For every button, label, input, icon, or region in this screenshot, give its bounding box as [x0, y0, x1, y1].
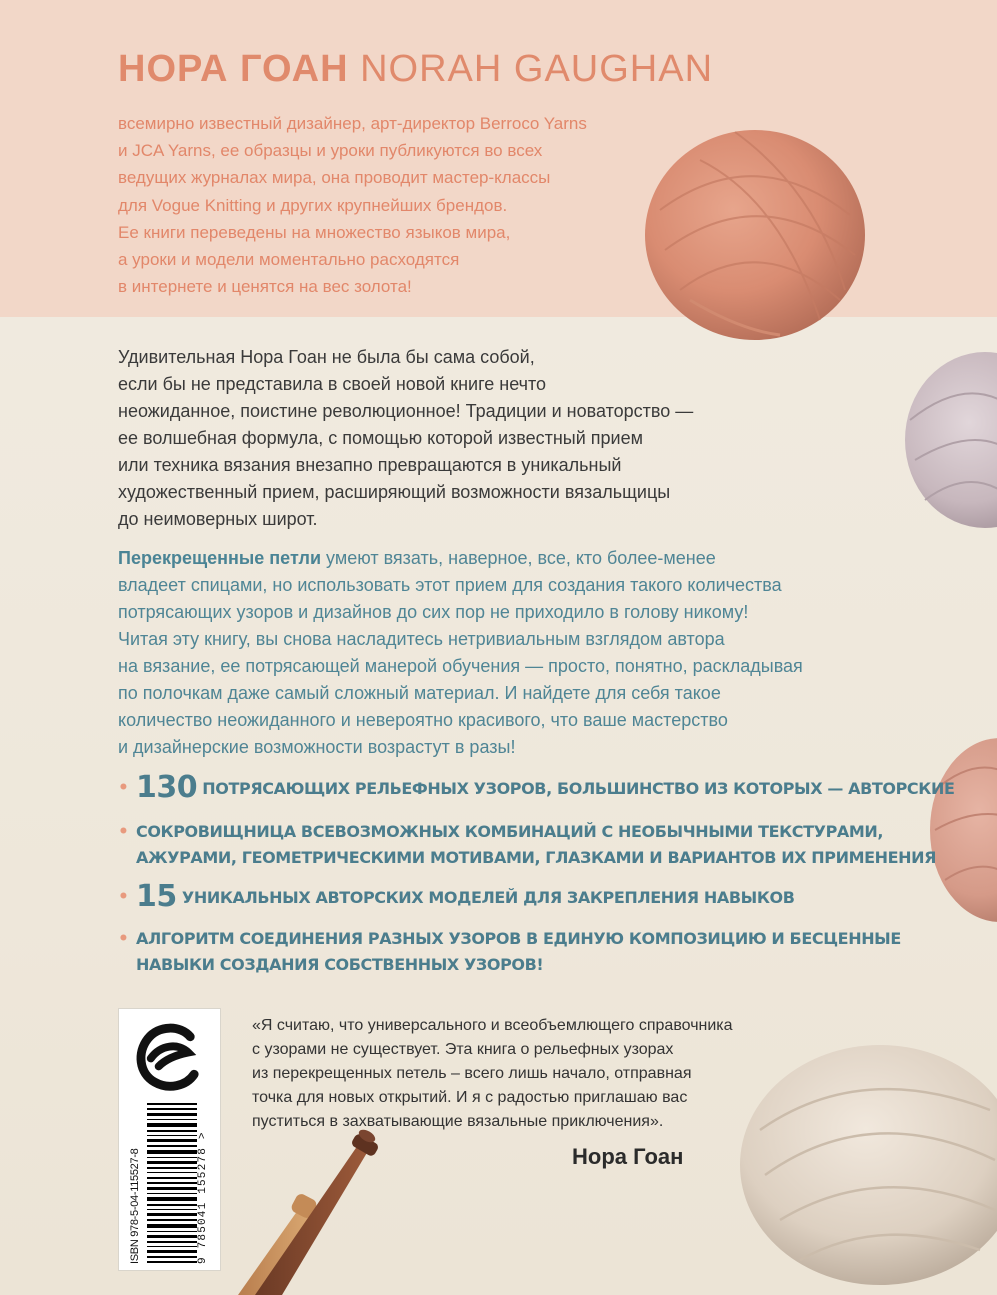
highlight-first-rest: умеют вязать, наверное, все, кто более-менее — [321, 548, 716, 568]
highlight-line: владеет спицами, но использовать этот прием для создания такого количества — [118, 575, 782, 595]
author-bio — [118, 110, 648, 300]
author-name-en: NORAH GAUGHAN — [360, 48, 714, 90]
feature-item — [118, 926, 978, 978]
feature-bullet: • — [118, 887, 129, 907]
quote-signature: Нора Гоан — [572, 1144, 684, 1169]
feature-item — [118, 770, 978, 805]
barcode-icon — [147, 1099, 197, 1269]
author-name-ru: НОРА ГОАН — [118, 48, 349, 90]
bio-line: для Vogue Knitting и других крупнейших брендов. — [118, 195, 508, 215]
feature-bullet: • — [118, 822, 129, 842]
knitting-needle-icon — [238, 1127, 380, 1295]
quote-line: пуститься в захватывающие вязальные приключения». — [252, 1113, 664, 1130]
feature-text: СОКРОВИЩНИЦА ВСЕВОЗМОЖНЫХ КОМБИНАЦИЙ С НЕОБЫЧНЫМИ ТЕКСТУРАМИ, — [136, 822, 884, 841]
feature-text: УНИКАЛЬНЫХ АВТОРСКИХ МОДЕЛЕЙ ДЛЯ ЗАКРЕПЛЕНИЯ НАВЫКОВ — [176, 888, 795, 907]
barcode-panel — [118, 1008, 221, 1271]
quote-line: «Я считаю, что универсального и всеобъемлющего справочника — [252, 1017, 733, 1034]
feature-text-line2: АЖУРАМИ, ГЕОМЕТРИЧЕСКИМИ МОТИВАМИ, ГЛАЗКАМИ И ВАРИАНТОВ ИХ ПРИМЕНЕНИЯ — [136, 848, 937, 867]
highlight-paragraph — [118, 545, 938, 761]
intro-line: неожиданное, поистине революционное! Традиции и новаторство — — [118, 401, 694, 421]
feature-text: АЛГОРИТМ СОЕДИНЕНИЯ РАЗНЫХ УЗОРОВ В ЕДИНУЮ КОМПОЗИЦИЮ И БЕСЦЕННЫЕ — [136, 929, 901, 948]
author-quote — [252, 1014, 832, 1134]
bio-line: Ее книги переведены на множество языков мира, — [118, 222, 511, 242]
bio-line: всемирно известный дизайнер, арт-директор Berroco Yarns — [118, 114, 587, 133]
highlight-line: на вязание, ее потрясающей манерой обучения — просто, понятно, раскладывая — [118, 656, 803, 676]
isbn-text: ISBN 978-5-04-115527-8 — [129, 1148, 141, 1264]
quote-line: точка для новых открытий. И я с радостью приглашаю вас — [252, 1089, 688, 1106]
features-list — [118, 770, 978, 978]
bio-line: и JCA Yarns, ее образцы и уроки публикуются во всех — [118, 141, 543, 161]
bio-line: ведущих журналах мира, она проводит мастер-классы — [118, 168, 551, 188]
bio-line: в интернете и ценятся на вес золота! — [118, 277, 412, 297]
intro-paragraph — [118, 344, 758, 533]
yarn-ball-icon — [645, 130, 865, 340]
feature-number: 15 — [136, 879, 177, 914]
intro-line: Удивительная Нора Гоан не была бы сама собой, — [118, 347, 535, 367]
quote-line: из перекрещенных петель – всего лишь начало, отправная — [252, 1065, 692, 1082]
highlight-lead: Перекрещенные петли — [118, 548, 322, 568]
feature-item — [118, 819, 978, 871]
quote-line: с узорами не существует. Эта книга о рельефных узорах — [252, 1041, 674, 1058]
highlight-line — [118, 545, 938, 572]
feature-text: ПОТРЯСАЮЩИХ РЕЛЬЕФНЫХ УЗОРОВ, БОЛЬШИНСТВО ИЗ КОТОРЫХ — АВТОРСКИЕ — [197, 779, 955, 798]
bio-line: а уроки и модели моментально расходятся — [118, 250, 460, 270]
feature-bullet: • — [118, 778, 129, 798]
highlight-line: по полочкам даже самый сложный материал. И найдете для себя такое — [118, 683, 721, 703]
yarn-ball-icon — [905, 352, 997, 528]
author-title — [118, 48, 713, 91]
intro-line: или техника вязания внезапно превращаются в уникальный — [118, 455, 622, 475]
feature-bullet: • — [118, 929, 129, 949]
feature-item — [118, 879, 978, 914]
feature-number: 130 — [136, 770, 198, 805]
intro-line: ее волшебная формула, с помощью которой известный прием — [118, 428, 643, 448]
ean-digits: 9 785041 155278 > — [197, 1131, 209, 1264]
intro-line: если бы не представила в своей новой книге нечто — [118, 374, 547, 394]
highlight-line: количество неожиданного и невероятно красивого, что ваше мастерство — [118, 710, 728, 730]
intro-line: до неимоверных широт. — [118, 509, 318, 529]
highlight-line: и дизайнерские возможности возрастут в разы! — [118, 737, 516, 757]
highlight-line: Читая эту книгу, вы снова насладитесь нетривиальным взглядом автора — [118, 629, 725, 649]
feature-text-line2: НАВЫКИ СОЗДАНИЯ СОБСТВЕННЫХ УЗОРОВ! — [136, 955, 544, 974]
publisher-logo-icon — [131, 1019, 210, 1094]
intro-line: художественный прием, расширяющий возможности вязальщицы — [118, 482, 671, 502]
highlight-line: потрясающих узоров и дизайнов до сих пор не приходило в голову никому! — [118, 602, 749, 622]
